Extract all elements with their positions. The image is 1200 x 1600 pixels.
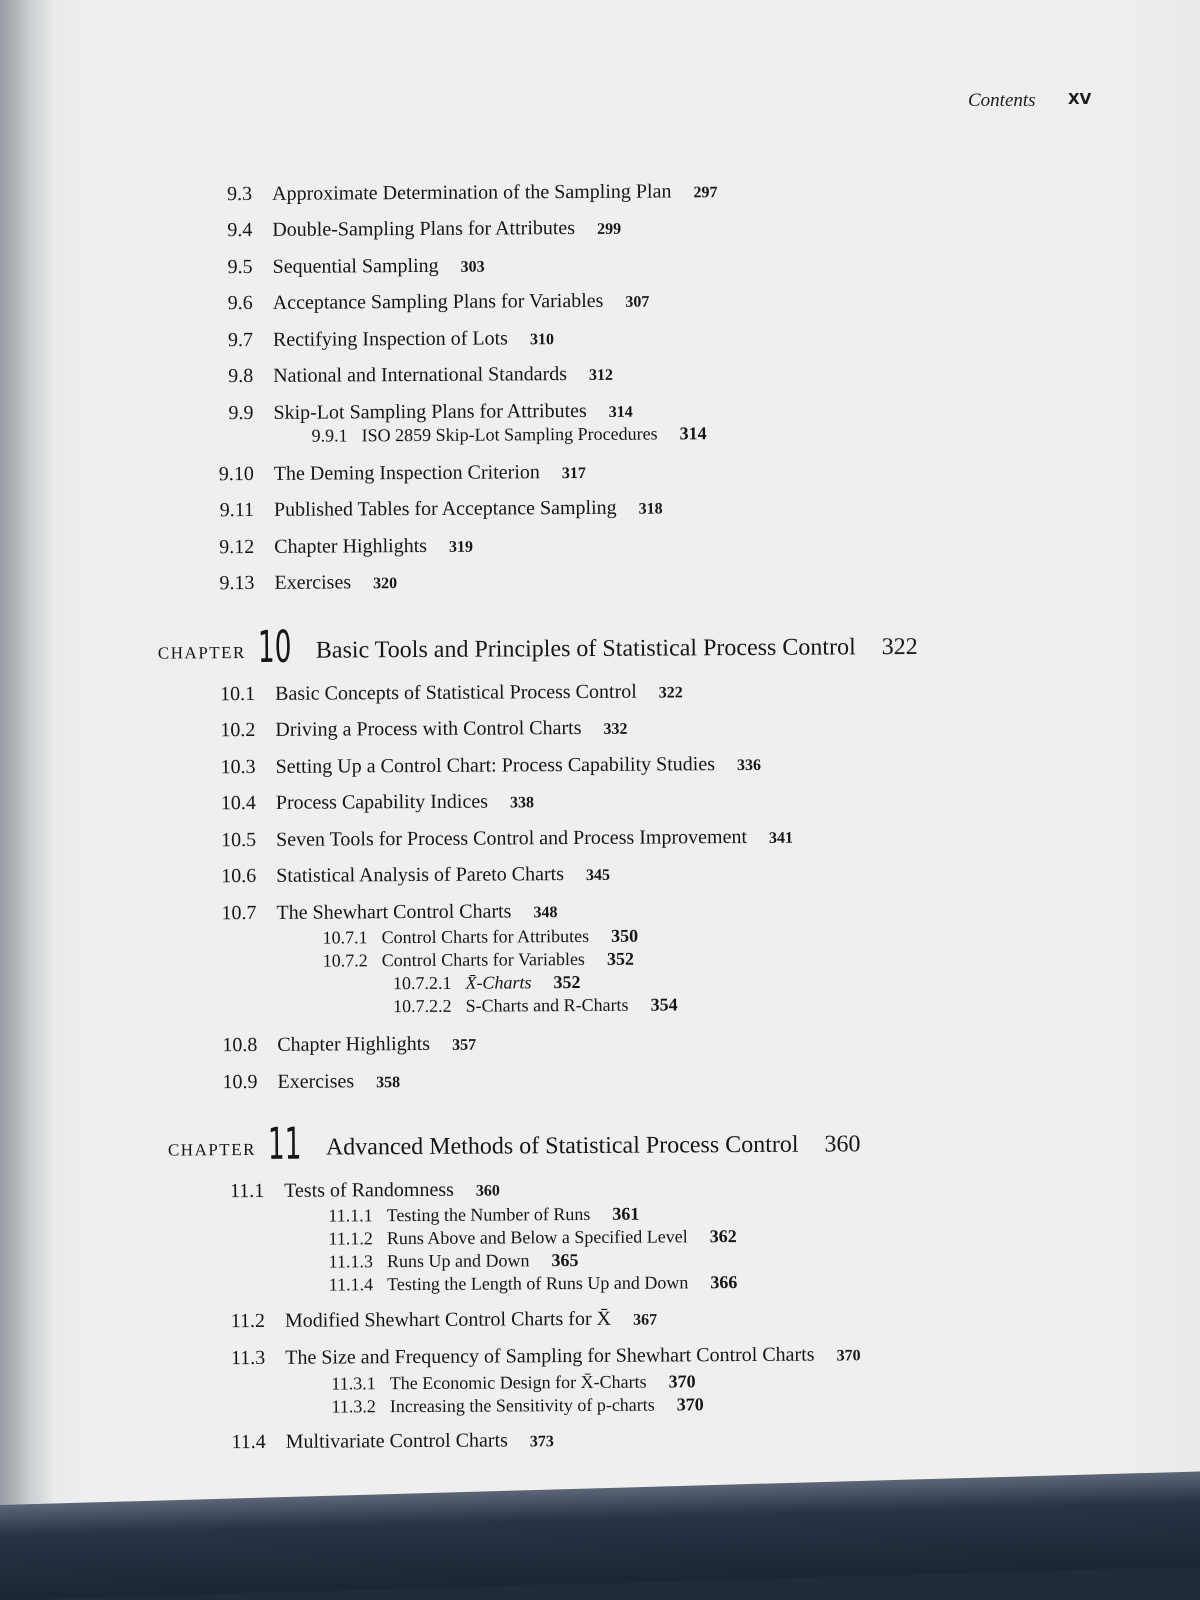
chapter-number: 11 [267, 1118, 302, 1170]
toc-entry: 9.12 Chapter Highlights 319 [219, 534, 474, 559]
toc-entry: 11.1 Tests of Randomness 360 [229, 1178, 500, 1203]
chapter-heading [157, 621, 918, 673]
toc-entry: 9.7 Rectifying Inspection of Lots 310 [227, 327, 554, 352]
toc-entry: 10.3 Setting Up a Control Chart: Process Capability Studies 336 [220, 753, 762, 779]
chapter-page: 360 [824, 1131, 861, 1158]
toc-entry: 9.3 Approximate Determination of the Sampling Plan 297 [227, 180, 718, 206]
chapter-title: Basic Tools and Principles of Statistical Process Control [315, 634, 856, 664]
chapter-number: 10 [257, 621, 292, 673]
toc-entry: 9.10 The Deming Inspection Criterion 317 [218, 461, 586, 486]
toc-entry: 10.8 Chapter Highlights 357 [222, 1032, 477, 1057]
toc-subentry: 10.7.2.2 S-Charts and R-Charts 354 [392, 994, 678, 1017]
toc-subentry: 11.1.1 Testing the Number of Runs 361 [328, 1203, 640, 1226]
toc-subentry: 11.1.3 Runs Up and Down 365 [328, 1250, 579, 1272]
toc-entry: 9.5 Sequential Sampling 303 [227, 254, 485, 279]
toc-entry: 9.9 Skip-Lot Sampling Plans for Attributes 314 [228, 399, 633, 425]
toc-subentry: 9.9.1 ISO 2859 Skip-Lot Sampling Procedures 314 [311, 423, 707, 446]
toc-entry: 10.6 Statistical Analysis of Pareto Charts 345 [221, 863, 611, 888]
toc-subentry: 11.3.1 The Economic Design for X̄-Charts 370 [331, 1371, 696, 1394]
chapter-title: Advanced Methods of Statistical Process Control [325, 1131, 799, 1161]
toc-subentry: 10.7.2.1 X̄-Charts 352 [392, 971, 581, 994]
toc-subentry: 10.7.2 Control Charts for Variables 352 [322, 948, 634, 971]
page-folio: XV [1068, 90, 1092, 108]
toc-entry: 11.2 Modified Shewhart Control Charts for X̄ 367 [230, 1307, 658, 1333]
chapter-label: CHAPTER [157, 643, 246, 663]
toc-subentry: 11.3.2 Increasing the Sensitivity of p-charts 370 [331, 1394, 704, 1417]
toc-entry: 9.13 Exercises 320 [219, 571, 398, 595]
toc-entry: 10.9 Exercises 358 [222, 1070, 401, 1094]
spine-shadow [0, 0, 55, 1520]
toc-entry: 11.4 Multivariate Control Charts 373 [231, 1429, 554, 1454]
toc-entry: 10.1 Basic Concepts of Statistical Process Control 322 [220, 680, 683, 706]
toc-entry: 9.11 Published Tables for Acceptance Sampling 318 [219, 496, 663, 522]
toc-entry: 10.2 Driving a Process with Control Charts 332 [220, 716, 628, 742]
toc-entry: 9.6 Acceptance Sampling Plans for Variables 307 [227, 289, 650, 315]
toc-subentry: 11.1.4 Testing the Length of Runs Up and Down 366 [328, 1272, 738, 1295]
toc-entry: 10.7 The Shewhart Control Charts 348 [221, 900, 558, 925]
chapter-label: CHAPTER [167, 1139, 256, 1160]
toc-entry: 11.3 The Size and Frequency of Sampling for Shewhart Control Charts 370 [230, 1343, 861, 1370]
toc-entry: 9.4 Double-Sampling Plans for Attributes 299 [227, 217, 622, 242]
toc-entry: 10.4 Process Capability Indices 338 [220, 790, 535, 815]
toc-subentry: 11.1.2 Runs Above and Below a Specified Level 362 [328, 1226, 737, 1249]
toc-entry: 10.5 Seven Tools for Process Control and Process Improvement 341 [220, 825, 794, 852]
chapter-heading [167, 1118, 861, 1170]
chapter-page: 322 [881, 633, 918, 661]
toc-subentry: 10.7.1 Control Charts for Attributes 350 [322, 925, 639, 948]
running-head: Contents [968, 90, 1036, 111]
toc-entry: 9.8 National and International Standards 312 [228, 363, 614, 388]
